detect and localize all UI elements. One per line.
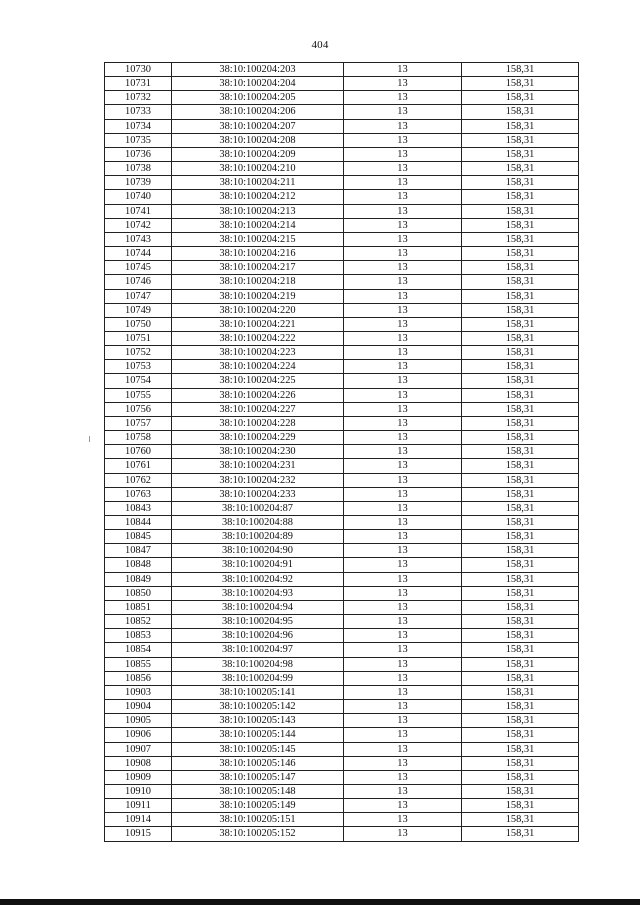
quantity-cell: 13 bbox=[344, 742, 462, 756]
table-row bbox=[105, 247, 579, 261]
cadastral-number-cell: 38:10:100204:220 bbox=[172, 303, 344, 317]
table-row bbox=[105, 91, 579, 105]
table-row bbox=[105, 275, 579, 289]
area-cell: 158,31 bbox=[462, 685, 579, 699]
row-number-cell: 10906 bbox=[105, 728, 172, 742]
cadastral-number-cell: 38:10:100205:142 bbox=[172, 700, 344, 714]
area-cell: 158,31 bbox=[462, 756, 579, 770]
cadastral-number-cell: 38:10:100204:222 bbox=[172, 331, 344, 345]
row-number-cell: 10904 bbox=[105, 700, 172, 714]
area-cell: 158,31 bbox=[462, 473, 579, 487]
table-body bbox=[105, 63, 579, 842]
table-row bbox=[105, 317, 579, 331]
area-cell: 158,31 bbox=[462, 247, 579, 261]
area-cell: 158,31 bbox=[462, 600, 579, 614]
table-row bbox=[105, 501, 579, 515]
cadastral-number-cell: 38:10:100204:90 bbox=[172, 544, 344, 558]
area-cell: 158,31 bbox=[462, 289, 579, 303]
row-number-cell: 10847 bbox=[105, 544, 172, 558]
area-cell: 158,31 bbox=[462, 416, 579, 430]
table-row bbox=[105, 445, 579, 459]
cadastral-number-cell: 38:10:100205:147 bbox=[172, 770, 344, 784]
row-number-cell: 10844 bbox=[105, 516, 172, 530]
row-number-cell: 10741 bbox=[105, 204, 172, 218]
row-number-cell: 10745 bbox=[105, 261, 172, 275]
area-cell: 158,31 bbox=[462, 431, 579, 445]
cadastral-number-cell: 38:10:100205:149 bbox=[172, 799, 344, 813]
row-number-cell: 10855 bbox=[105, 657, 172, 671]
row-number-cell: 10744 bbox=[105, 247, 172, 261]
cadastral-number-cell: 38:10:100204:204 bbox=[172, 77, 344, 91]
row-number-cell: 10762 bbox=[105, 473, 172, 487]
table-row bbox=[105, 105, 579, 119]
quantity-cell: 13 bbox=[344, 473, 462, 487]
row-number-cell: 10909 bbox=[105, 770, 172, 784]
quantity-cell: 13 bbox=[344, 388, 462, 402]
row-number-cell: 10740 bbox=[105, 190, 172, 204]
quantity-cell: 13 bbox=[344, 799, 462, 813]
area-cell: 158,31 bbox=[462, 459, 579, 473]
cadastral-number-cell: 38:10:100204:226 bbox=[172, 388, 344, 402]
quantity-cell: 13 bbox=[344, 190, 462, 204]
quantity-cell: 13 bbox=[344, 431, 462, 445]
table-row bbox=[105, 360, 579, 374]
row-number-cell: 10738 bbox=[105, 162, 172, 176]
quantity-cell: 13 bbox=[344, 232, 462, 246]
table-row bbox=[105, 147, 579, 161]
quantity-cell: 13 bbox=[344, 317, 462, 331]
area-cell: 158,31 bbox=[462, 360, 579, 374]
quantity-cell: 13 bbox=[344, 501, 462, 515]
table-row bbox=[105, 600, 579, 614]
area-cell: 158,31 bbox=[462, 119, 579, 133]
quantity-cell: 13 bbox=[344, 261, 462, 275]
table-row bbox=[105, 431, 579, 445]
cadastral-number-cell: 38:10:100204:209 bbox=[172, 147, 344, 161]
row-number-cell: 10908 bbox=[105, 756, 172, 770]
area-cell: 158,31 bbox=[462, 586, 579, 600]
row-number-cell: 10915 bbox=[105, 827, 172, 841]
area-cell: 158,31 bbox=[462, 402, 579, 416]
table-row bbox=[105, 63, 579, 77]
area-cell: 158,31 bbox=[462, 374, 579, 388]
quantity-cell: 13 bbox=[344, 685, 462, 699]
cadastral-number-cell: 38:10:100204:88 bbox=[172, 516, 344, 530]
area-cell: 158,31 bbox=[462, 530, 579, 544]
cadastral-number-cell: 38:10:100204:232 bbox=[172, 473, 344, 487]
quantity-cell: 13 bbox=[344, 162, 462, 176]
area-cell: 158,31 bbox=[462, 388, 579, 402]
cadastral-number-cell: 38:10:100204:233 bbox=[172, 487, 344, 501]
area-cell: 158,31 bbox=[462, 275, 579, 289]
area-cell: 158,31 bbox=[462, 190, 579, 204]
area-cell: 158,31 bbox=[462, 91, 579, 105]
row-number-cell: 10760 bbox=[105, 445, 172, 459]
cadastral-number-cell: 38:10:100205:145 bbox=[172, 742, 344, 756]
area-cell: 158,31 bbox=[462, 204, 579, 218]
area-cell: 158,31 bbox=[462, 657, 579, 671]
row-number-cell: 10758 bbox=[105, 431, 172, 445]
table-row bbox=[105, 813, 579, 827]
table-row bbox=[105, 473, 579, 487]
quantity-cell: 13 bbox=[344, 247, 462, 261]
row-number-cell: 10742 bbox=[105, 218, 172, 232]
row-number-cell: 10739 bbox=[105, 176, 172, 190]
quantity-cell: 13 bbox=[344, 700, 462, 714]
cadastral-number-cell: 38:10:100204:213 bbox=[172, 204, 344, 218]
area-cell: 158,31 bbox=[462, 317, 579, 331]
area-cell: 158,31 bbox=[462, 714, 579, 728]
area-cell: 158,31 bbox=[462, 770, 579, 784]
area-cell: 158,31 bbox=[462, 784, 579, 798]
quantity-cell: 13 bbox=[344, 487, 462, 501]
table-row bbox=[105, 218, 579, 232]
quantity-cell: 13 bbox=[344, 416, 462, 430]
area-cell: 158,31 bbox=[462, 303, 579, 317]
row-number-cell: 10850 bbox=[105, 586, 172, 600]
cadastral-number-cell: 38:10:100204:211 bbox=[172, 176, 344, 190]
quantity-cell: 13 bbox=[344, 105, 462, 119]
quantity-cell: 13 bbox=[344, 119, 462, 133]
table-row bbox=[105, 586, 579, 600]
area-cell: 158,31 bbox=[462, 799, 579, 813]
cadastral-number-cell: 38:10:100204:99 bbox=[172, 671, 344, 685]
table-row bbox=[105, 289, 579, 303]
row-number-cell: 10856 bbox=[105, 671, 172, 685]
row-number-cell: 10746 bbox=[105, 275, 172, 289]
row-number-cell: 10736 bbox=[105, 147, 172, 161]
table-row bbox=[105, 756, 579, 770]
area-cell: 158,31 bbox=[462, 827, 579, 841]
area-cell: 158,31 bbox=[462, 558, 579, 572]
quantity-cell: 13 bbox=[344, 544, 462, 558]
cadastral-number-cell: 38:10:100204:224 bbox=[172, 360, 344, 374]
cadastral-number-cell: 38:10:100204:97 bbox=[172, 643, 344, 657]
area-cell: 158,31 bbox=[462, 700, 579, 714]
cadastral-number-cell: 38:10:100204:212 bbox=[172, 190, 344, 204]
table-row bbox=[105, 331, 579, 345]
quantity-cell: 13 bbox=[344, 147, 462, 161]
table-row bbox=[105, 374, 579, 388]
cadastral-number-cell: 38:10:100204:207 bbox=[172, 119, 344, 133]
row-number-cell: 10903 bbox=[105, 685, 172, 699]
cadastral-number-cell: 38:10:100205:148 bbox=[172, 784, 344, 798]
quantity-cell: 13 bbox=[344, 346, 462, 360]
row-number-cell: 10755 bbox=[105, 388, 172, 402]
cadastral-number-cell: 38:10:100204:210 bbox=[172, 162, 344, 176]
row-number-cell: 10853 bbox=[105, 629, 172, 643]
cadastral-number-cell: 38:10:100204:230 bbox=[172, 445, 344, 459]
cadastral-number-cell: 38:10:100204:94 bbox=[172, 600, 344, 614]
table-row bbox=[105, 544, 579, 558]
row-number-cell: 10843 bbox=[105, 501, 172, 515]
table-row bbox=[105, 657, 579, 671]
table-row bbox=[105, 516, 579, 530]
cadastral-number-cell: 38:10:100204:89 bbox=[172, 530, 344, 544]
table-row bbox=[105, 572, 579, 586]
quantity-cell: 13 bbox=[344, 289, 462, 303]
quantity-cell: 13 bbox=[344, 77, 462, 91]
quantity-cell: 13 bbox=[344, 402, 462, 416]
row-number-cell: 10743 bbox=[105, 232, 172, 246]
table-row bbox=[105, 784, 579, 798]
area-cell: 158,31 bbox=[462, 77, 579, 91]
row-number-cell: 10735 bbox=[105, 133, 172, 147]
quantity-cell: 13 bbox=[344, 133, 462, 147]
cadastral-number-cell: 38:10:100204:215 bbox=[172, 232, 344, 246]
area-cell: 158,31 bbox=[462, 331, 579, 345]
area-cell: 158,31 bbox=[462, 147, 579, 161]
quantity-cell: 13 bbox=[344, 459, 462, 473]
table-row bbox=[105, 346, 579, 360]
table-row bbox=[105, 204, 579, 218]
area-cell: 158,31 bbox=[462, 232, 579, 246]
area-cell: 158,31 bbox=[462, 445, 579, 459]
row-number-cell: 10730 bbox=[105, 63, 172, 77]
quantity-cell: 13 bbox=[344, 331, 462, 345]
area-cell: 158,31 bbox=[462, 728, 579, 742]
page-bottom-edge bbox=[0, 899, 640, 905]
table-row bbox=[105, 827, 579, 841]
area-cell: 158,31 bbox=[462, 346, 579, 360]
table-row bbox=[105, 615, 579, 629]
cadastral-number-cell: 38:10:100205:151 bbox=[172, 813, 344, 827]
quantity-cell: 13 bbox=[344, 445, 462, 459]
quantity-cell: 13 bbox=[344, 91, 462, 105]
table-row bbox=[105, 700, 579, 714]
table-row bbox=[105, 77, 579, 91]
area-cell: 158,31 bbox=[462, 63, 579, 77]
table-row bbox=[105, 643, 579, 657]
row-number-cell: 10761 bbox=[105, 459, 172, 473]
quantity-cell: 13 bbox=[344, 530, 462, 544]
area-cell: 158,31 bbox=[462, 133, 579, 147]
area-cell: 158,31 bbox=[462, 813, 579, 827]
row-number-cell: 10851 bbox=[105, 600, 172, 614]
table-row bbox=[105, 162, 579, 176]
cadastral-number-cell: 38:10:100204:219 bbox=[172, 289, 344, 303]
margin-mark bbox=[89, 436, 90, 442]
row-number-cell: 10845 bbox=[105, 530, 172, 544]
table-row bbox=[105, 714, 579, 728]
table-row bbox=[105, 261, 579, 275]
cadastral-number-cell: 38:10:100204:208 bbox=[172, 133, 344, 147]
area-cell: 158,31 bbox=[462, 742, 579, 756]
row-number-cell: 10854 bbox=[105, 643, 172, 657]
table-row bbox=[105, 119, 579, 133]
cadastral-number-cell: 38:10:100204:228 bbox=[172, 416, 344, 430]
area-cell: 158,31 bbox=[462, 501, 579, 515]
cadastral-number-cell: 38:10:100204:206 bbox=[172, 105, 344, 119]
quantity-cell: 13 bbox=[344, 63, 462, 77]
quantity-cell: 13 bbox=[344, 714, 462, 728]
quantity-cell: 13 bbox=[344, 360, 462, 374]
cadastral-number-cell: 38:10:100205:141 bbox=[172, 685, 344, 699]
row-number-cell: 10849 bbox=[105, 572, 172, 586]
table-row bbox=[105, 685, 579, 699]
quantity-cell: 13 bbox=[344, 615, 462, 629]
row-number-cell: 10756 bbox=[105, 402, 172, 416]
row-number-cell: 10910 bbox=[105, 784, 172, 798]
quantity-cell: 13 bbox=[344, 728, 462, 742]
cadastral-number-cell: 38:10:100204:227 bbox=[172, 402, 344, 416]
table-row bbox=[105, 303, 579, 317]
cadastral-number-cell: 38:10:100204:223 bbox=[172, 346, 344, 360]
table-row bbox=[105, 629, 579, 643]
cadastral-number-cell: 38:10:100204:95 bbox=[172, 615, 344, 629]
quantity-cell: 13 bbox=[344, 756, 462, 770]
area-cell: 158,31 bbox=[462, 544, 579, 558]
quantity-cell: 13 bbox=[344, 558, 462, 572]
area-cell: 158,31 bbox=[462, 671, 579, 685]
table-row bbox=[105, 671, 579, 685]
table-row bbox=[105, 558, 579, 572]
cadastral-number-cell: 38:10:100204:203 bbox=[172, 63, 344, 77]
area-cell: 158,31 bbox=[462, 261, 579, 275]
quantity-cell: 13 bbox=[344, 516, 462, 530]
quantity-cell: 13 bbox=[344, 643, 462, 657]
cadastral-number-cell: 38:10:100204:96 bbox=[172, 629, 344, 643]
cadastral-number-cell: 38:10:100204:229 bbox=[172, 431, 344, 445]
quantity-cell: 13 bbox=[344, 176, 462, 190]
row-number-cell: 10848 bbox=[105, 558, 172, 572]
row-number-cell: 10731 bbox=[105, 77, 172, 91]
row-number-cell: 10754 bbox=[105, 374, 172, 388]
cadastral-number-cell: 38:10:100204:98 bbox=[172, 657, 344, 671]
area-cell: 158,31 bbox=[462, 516, 579, 530]
quantity-cell: 13 bbox=[344, 374, 462, 388]
cadastral-number-cell: 38:10:100205:143 bbox=[172, 714, 344, 728]
quantity-cell: 13 bbox=[344, 813, 462, 827]
quantity-cell: 13 bbox=[344, 275, 462, 289]
table-row bbox=[105, 799, 579, 813]
area-cell: 158,31 bbox=[462, 572, 579, 586]
table-row bbox=[105, 133, 579, 147]
row-number-cell: 10747 bbox=[105, 289, 172, 303]
area-cell: 158,31 bbox=[462, 629, 579, 643]
row-number-cell: 10732 bbox=[105, 91, 172, 105]
table-row bbox=[105, 176, 579, 190]
quantity-cell: 13 bbox=[344, 600, 462, 614]
table-row bbox=[105, 459, 579, 473]
quantity-cell: 13 bbox=[344, 784, 462, 798]
table-row bbox=[105, 416, 579, 430]
cadastral-number-cell: 38:10:100204:87 bbox=[172, 501, 344, 515]
row-number-cell: 10733 bbox=[105, 105, 172, 119]
area-cell: 158,31 bbox=[462, 105, 579, 119]
cadastral-number-cell: 38:10:100205:146 bbox=[172, 756, 344, 770]
cadastral-number-cell: 38:10:100204:221 bbox=[172, 317, 344, 331]
cadastral-number-cell: 38:10:100205:152 bbox=[172, 827, 344, 841]
cadastral-number-cell: 38:10:100204:217 bbox=[172, 261, 344, 275]
data-table bbox=[104, 62, 579, 842]
row-number-cell: 10757 bbox=[105, 416, 172, 430]
quantity-cell: 13 bbox=[344, 827, 462, 841]
row-number-cell: 10907 bbox=[105, 742, 172, 756]
cadastral-number-cell: 38:10:100204:205 bbox=[172, 91, 344, 105]
row-number-cell: 10753 bbox=[105, 360, 172, 374]
table-row bbox=[105, 190, 579, 204]
area-cell: 158,31 bbox=[462, 487, 579, 501]
cadastral-number-cell: 38:10:100204:231 bbox=[172, 459, 344, 473]
cadastral-number-cell: 38:10:100204:91 bbox=[172, 558, 344, 572]
cadastral-number-cell: 38:10:100205:144 bbox=[172, 728, 344, 742]
quantity-cell: 13 bbox=[344, 657, 462, 671]
quantity-cell: 13 bbox=[344, 303, 462, 317]
row-number-cell: 10763 bbox=[105, 487, 172, 501]
cadastral-number-cell: 38:10:100204:92 bbox=[172, 572, 344, 586]
table-row bbox=[105, 487, 579, 501]
table-row bbox=[105, 770, 579, 784]
area-cell: 158,31 bbox=[462, 615, 579, 629]
area-cell: 158,31 bbox=[462, 643, 579, 657]
area-cell: 158,31 bbox=[462, 162, 579, 176]
row-number-cell: 10750 bbox=[105, 317, 172, 331]
cadastral-number-cell: 38:10:100204:225 bbox=[172, 374, 344, 388]
table-row bbox=[105, 530, 579, 544]
cadastral-number-cell: 38:10:100204:93 bbox=[172, 586, 344, 600]
cadastral-number-cell: 38:10:100204:218 bbox=[172, 275, 344, 289]
quantity-cell: 13 bbox=[344, 572, 462, 586]
row-number-cell: 10734 bbox=[105, 119, 172, 133]
row-number-cell: 10905 bbox=[105, 714, 172, 728]
table-row bbox=[105, 728, 579, 742]
cadastral-number-cell: 38:10:100204:216 bbox=[172, 247, 344, 261]
row-number-cell: 10751 bbox=[105, 331, 172, 345]
cadastral-number-cell: 38:10:100204:214 bbox=[172, 218, 344, 232]
area-cell: 158,31 bbox=[462, 176, 579, 190]
table-row bbox=[105, 388, 579, 402]
quantity-cell: 13 bbox=[344, 629, 462, 643]
row-number-cell: 10752 bbox=[105, 346, 172, 360]
quantity-cell: 13 bbox=[344, 770, 462, 784]
area-cell: 158,31 bbox=[462, 218, 579, 232]
table-row bbox=[105, 402, 579, 416]
table-row bbox=[105, 742, 579, 756]
data-table-container bbox=[104, 62, 578, 842]
row-number-cell: 10852 bbox=[105, 615, 172, 629]
quantity-cell: 13 bbox=[344, 218, 462, 232]
row-number-cell: 10749 bbox=[105, 303, 172, 317]
quantity-cell: 13 bbox=[344, 671, 462, 685]
row-number-cell: 10911 bbox=[105, 799, 172, 813]
quantity-cell: 13 bbox=[344, 586, 462, 600]
table-row bbox=[105, 232, 579, 246]
page-number: 404 bbox=[311, 39, 329, 51]
row-number-cell: 10914 bbox=[105, 813, 172, 827]
quantity-cell: 13 bbox=[344, 204, 462, 218]
